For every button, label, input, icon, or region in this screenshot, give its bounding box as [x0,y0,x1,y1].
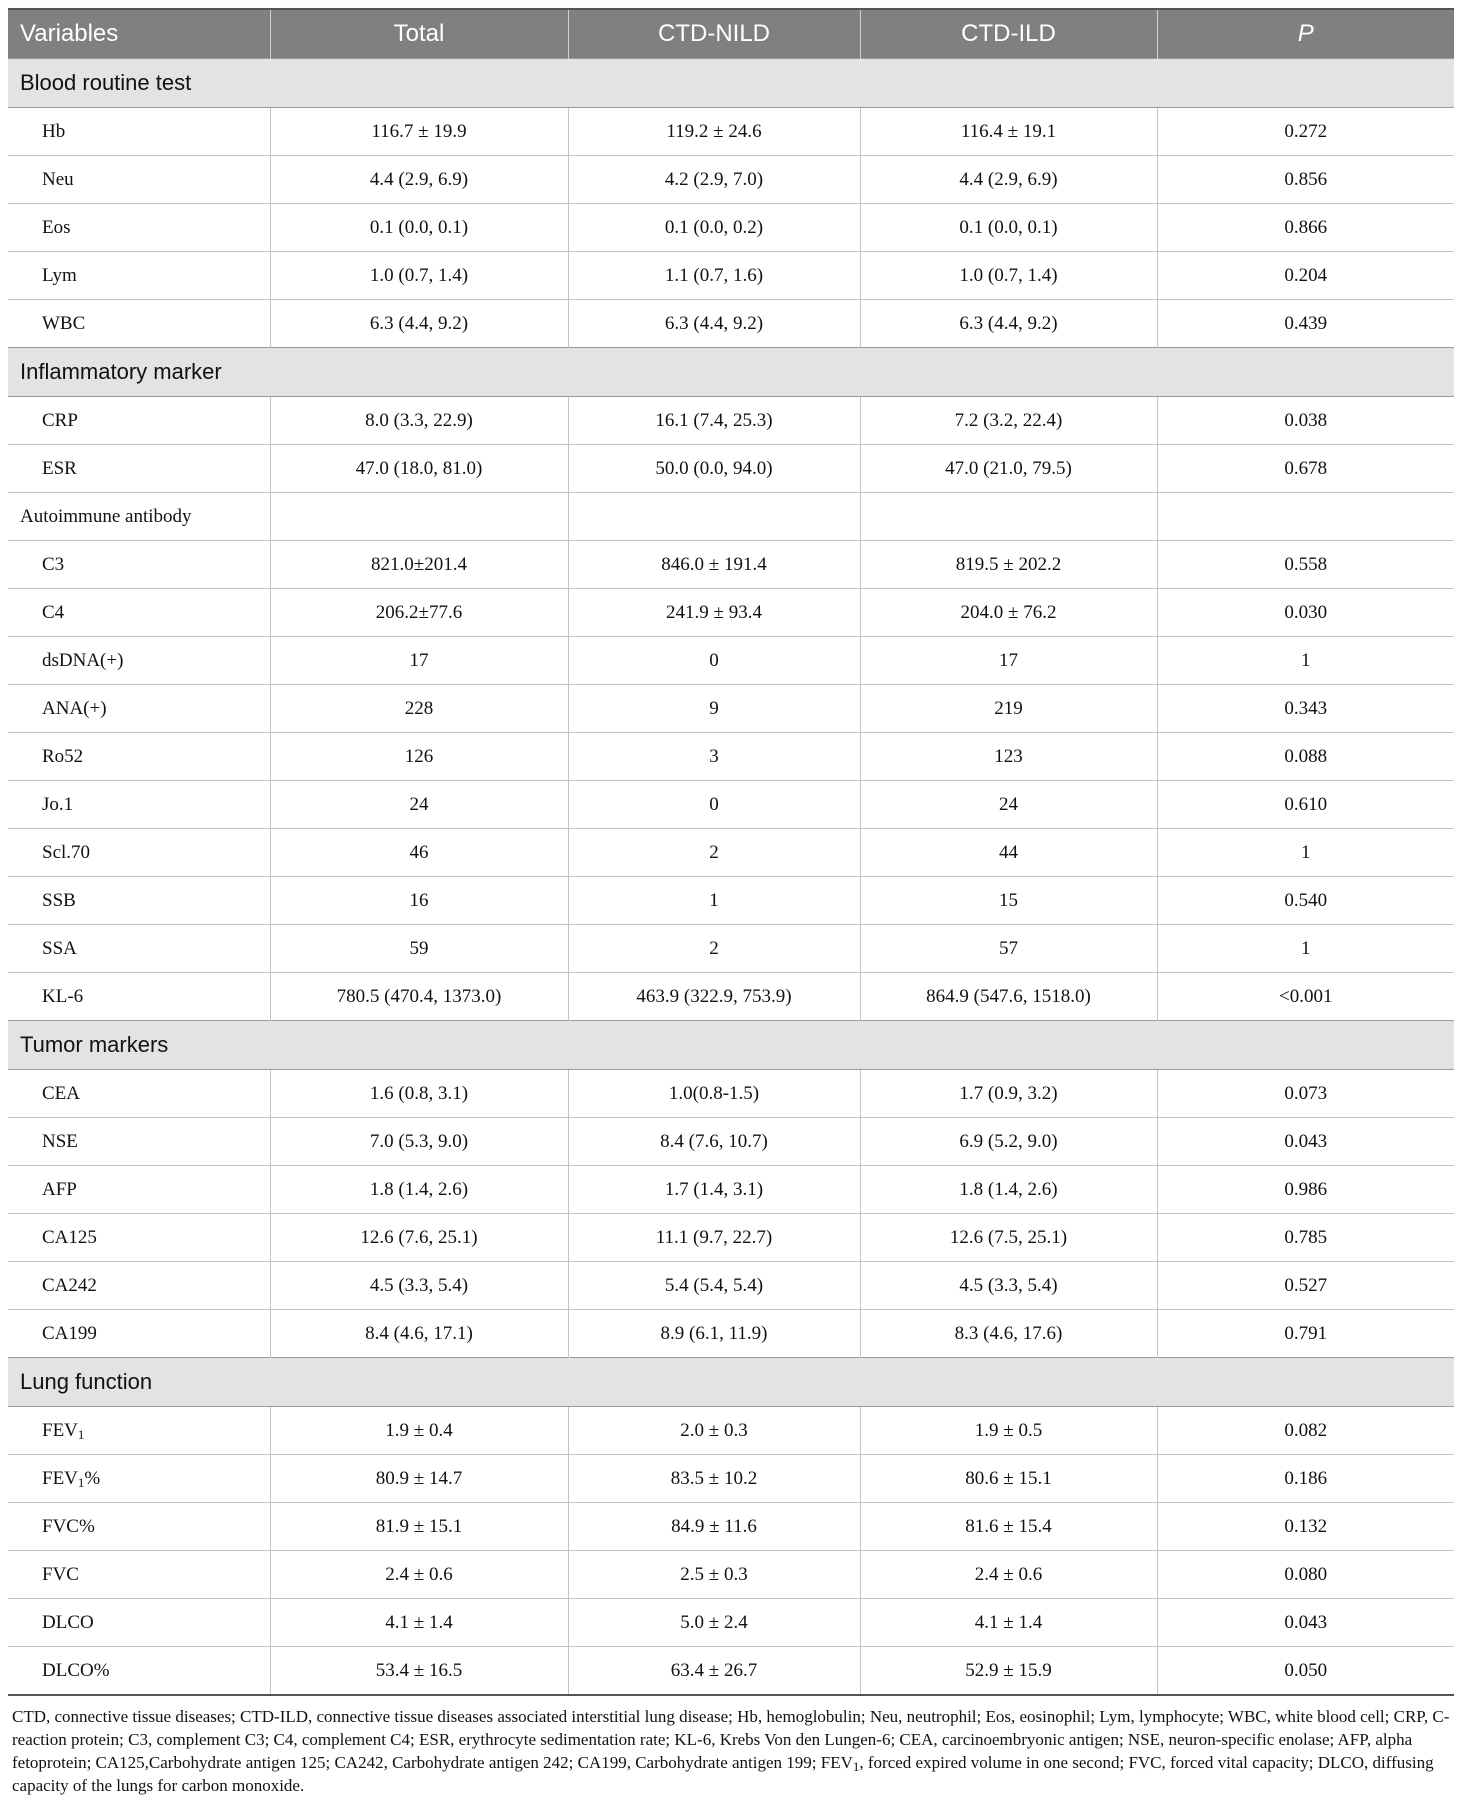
ctd-ild-cell: 81.6 ± 15.4 [860,1503,1157,1551]
section-title: Tumor markers [8,1021,1454,1070]
total-cell: 126 [270,733,568,781]
ctd-nild-cell: 83.5 ± 10.2 [568,1455,860,1503]
p-value-cell: 0.527 [1157,1262,1454,1310]
total-cell: 16 [270,877,568,925]
total-cell: 8.0 (3.3, 22.9) [270,397,568,445]
table-row [8,1166,1454,1214]
table-row [8,829,1454,877]
variable-name-base: FEV [42,1419,78,1441]
ctd-ild-cell: 1.9 ± 0.5 [860,1407,1157,1455]
p-value-cell: 0.558 [1157,541,1454,589]
total-cell: 8.4 (4.6, 17.1) [270,1310,568,1358]
p-value-cell: 0.080 [1157,1551,1454,1599]
total-cell: 2.4 ± 0.6 [270,1551,568,1599]
p-value-cell: 0.204 [1157,252,1454,300]
variable-name: Jo.1 [8,781,270,829]
ctd-nild-cell: 1 [568,877,860,925]
ctd-nild-cell: 63.4 ± 26.7 [568,1647,860,1696]
table-row [8,781,1454,829]
ctd-nild-cell: 3 [568,733,860,781]
ctd-ild-cell: 819.5 ± 202.2 [860,541,1157,589]
p-value-cell: 0.785 [1157,1214,1454,1262]
table-row [8,1455,1454,1503]
variable-name: CA199 [8,1310,270,1358]
section-title: Inflammatory marker [8,348,1454,397]
ctd-ild-cell: 6.9 (5.2, 9.0) [860,1118,1157,1166]
p-value-cell: 1 [1157,829,1454,877]
table-row [8,733,1454,781]
header-total: Total [270,9,568,59]
p-value-cell: 0.540 [1157,877,1454,925]
ctd-ild-cell: 116.4 ± 19.1 [860,108,1157,156]
header-p-value: P [1157,9,1454,59]
subsection-row [8,493,1454,541]
ctd-nild-cell: 5.4 (5.4, 5.4) [568,1262,860,1310]
p-value-cell: 0.678 [1157,445,1454,493]
ctd-nild-cell: 0.1 (0.0, 0.2) [568,204,860,252]
p-value-cell: 0.043 [1157,1118,1454,1166]
variable-name: CEA [8,1070,270,1118]
total-cell: 206.2±77.6 [270,589,568,637]
section-header-row [8,1358,1454,1407]
ctd-nild-cell: 846.0 ± 191.4 [568,541,860,589]
table-row [8,397,1454,445]
ctd-nild-cell: 0 [568,781,860,829]
ctd-ild-cell: 1.0 (0.7, 1.4) [860,252,1157,300]
p-value-cell: 1 [1157,925,1454,973]
ctd-nild-cell: 6.3 (4.4, 9.2) [568,300,860,348]
total-cell: 47.0 (18.0, 81.0) [270,445,568,493]
footnote-text-part1: CTD, connective tissue diseases; CTD-ILD, connective tissue diseases associated interstitial lung disease; Hb, hemoglobulin; Neu, neutrophil; Eos, eosinophil; Lym, lymphocyte; WBC, white blood cell; CRP, C-reaction protein; C3, complement C3; C4, complement C4; ESR, erythrocyte sedimentation rate; KL-6, Krebs Von den Lungen-6; CEA, carcinoembryonic antigen; NSE, neuron-specific enolase; AFP, alpha fetoprotein; CA125,Carbohydrate antigen 125; CA242, Carbohydrate antigen 242; CA199, Carbohydrate antigen 199; FEV [12,1707,1450,1772]
section-header-row [8,348,1454,397]
p-value-cell: 0.791 [1157,1310,1454,1358]
empty-cell [568,493,860,541]
data-table [8,8,1454,1696]
variable-name: FVC [8,1551,270,1599]
total-cell: 80.9 ± 14.7 [270,1455,568,1503]
ctd-ild-cell: 0.1 (0.0, 0.1) [860,204,1157,252]
total-cell: 12.6 (7.6, 25.1) [270,1214,568,1262]
total-cell: 46 [270,829,568,877]
table-row [8,1118,1454,1166]
table-row [8,1070,1454,1118]
total-cell: 1.6 (0.8, 3.1) [270,1070,568,1118]
ctd-nild-cell: 241.9 ± 93.4 [568,589,860,637]
ctd-ild-cell: 12.6 (7.5, 25.1) [860,1214,1157,1262]
p-value-cell: 0.088 [1157,733,1454,781]
table-row [8,1262,1454,1310]
variable-name: dsDNA(+) [8,637,270,685]
empty-cell [860,493,1157,541]
total-cell: 4.5 (3.3, 5.4) [270,1262,568,1310]
ctd-ild-cell: 52.9 ± 15.9 [860,1647,1157,1696]
ctd-ild-cell: 4.1 ± 1.4 [860,1599,1157,1647]
ctd-nild-cell: 84.9 ± 11.6 [568,1503,860,1551]
ctd-nild-cell: 0 [568,637,860,685]
ctd-nild-cell: 119.2 ± 24.6 [568,108,860,156]
variable-name: FVC% [8,1503,270,1551]
p-value-cell: 0.272 [1157,108,1454,156]
total-cell: 81.9 ± 15.1 [270,1503,568,1551]
ctd-ild-cell: 80.6 ± 15.1 [860,1455,1157,1503]
ctd-ild-cell: 864.9 (547.6, 1518.0) [860,973,1157,1021]
ctd-ild-cell: 24 [860,781,1157,829]
variable-name: DLCO% [8,1647,270,1696]
variable-name-subscript: 1 [77,1474,85,1490]
table-row [8,300,1454,348]
variable-name: SSA [8,925,270,973]
variable-name: Hb [8,108,270,156]
total-cell: 1.9 ± 0.4 [270,1407,568,1455]
ctd-ild-cell: 204.0 ± 76.2 [860,589,1157,637]
ctd-nild-cell: 9 [568,685,860,733]
ctd-nild-cell: 2.5 ± 0.3 [568,1551,860,1599]
ctd-nild-cell: 1.1 (0.7, 1.6) [568,252,860,300]
ctd-ild-cell: 2.4 ± 0.6 [860,1551,1157,1599]
table-row [8,156,1454,204]
ctd-ild-cell: 7.2 (3.2, 22.4) [860,397,1157,445]
table-row [8,1647,1454,1696]
p-value-cell: 0.343 [1157,685,1454,733]
total-cell: 228 [270,685,568,733]
ctd-nild-cell: 16.1 (7.4, 25.3) [568,397,860,445]
total-cell: 17 [270,637,568,685]
p-value-cell: 0.986 [1157,1166,1454,1214]
variable-name-subscript: 1 [77,1426,85,1442]
ctd-nild-cell: 11.1 (9.7, 22.7) [568,1214,860,1262]
ctd-ild-cell: 4.5 (3.3, 5.4) [860,1262,1157,1310]
total-cell: 116.7 ± 19.9 [270,108,568,156]
table-row [8,877,1454,925]
variable-name: ANA(+) [8,685,270,733]
ctd-nild-cell: 2 [568,925,860,973]
ctd-nild-cell: 2 [568,829,860,877]
ctd-ild-cell: 6.3 (4.4, 9.2) [860,300,1157,348]
table-row [8,1214,1454,1262]
variable-name: Scl.70 [8,829,270,877]
total-cell: 1.8 (1.4, 2.6) [270,1166,568,1214]
ctd-ild-cell: 1.8 (1.4, 2.6) [860,1166,1157,1214]
ctd-ild-cell: 15 [860,877,1157,925]
ctd-ild-cell: 8.3 (4.6, 17.6) [860,1310,1157,1358]
p-value-cell: 0.132 [1157,1503,1454,1551]
table-row [8,925,1454,973]
variable-name: Neu [8,156,270,204]
ctd-nild-cell: 50.0 (0.0, 94.0) [568,445,860,493]
table-row [8,204,1454,252]
table-row [8,108,1454,156]
total-cell: 1.0 (0.7, 1.4) [270,252,568,300]
ctd-ild-cell: 1.7 (0.9, 3.2) [860,1070,1157,1118]
variable-name: Eos [8,204,270,252]
section-header-row [8,1021,1454,1070]
ctd-nild-cell: 463.9 (322.9, 753.9) [568,973,860,1021]
table-row [8,973,1454,1021]
table-row [8,1599,1454,1647]
variable-name-base: FEV [42,1467,78,1489]
ctd-ild-cell: 47.0 (21.0, 79.5) [860,445,1157,493]
empty-cell [270,493,568,541]
table-row [8,541,1454,589]
p-value-cell: 0.610 [1157,781,1454,829]
total-cell: 0.1 (0.0, 0.1) [270,204,568,252]
footnote-subscript: 1 [852,1759,860,1774]
p-value-cell: 0.856 [1157,156,1454,204]
table-row [8,1310,1454,1358]
p-value-cell: 0.082 [1157,1407,1454,1455]
ctd-nild-cell: 2.0 ± 0.3 [568,1407,860,1455]
ctd-nild-cell: 8.4 (7.6, 10.7) [568,1118,860,1166]
p-value-cell: 0.439 [1157,300,1454,348]
table-row [8,1551,1454,1599]
header-ctd-nild: CTD-NILD [568,9,860,59]
ctd-nild-cell: 8.9 (6.1, 11.9) [568,1310,860,1358]
ctd-ild-cell: 123 [860,733,1157,781]
variable-name: WBC [8,300,270,348]
ctd-ild-cell: 44 [860,829,1157,877]
variable-name: Lym [8,252,270,300]
table-row [8,445,1454,493]
variable-name: C4 [8,589,270,637]
ctd-ild-cell: 17 [860,637,1157,685]
variable-name-suffix: % [84,1467,101,1489]
p-value-cell: 0.186 [1157,1455,1454,1503]
p-value-cell: 0.073 [1157,1070,1454,1118]
subsection-title: Autoimmune antibody [8,493,270,541]
ctd-nild-cell: 1.0(0.8-1.5) [568,1070,860,1118]
ctd-ild-cell: 4.4 (2.9, 6.9) [860,156,1157,204]
header-ctd-ild: CTD-ILD [860,9,1157,59]
variable-name: NSE [8,1118,270,1166]
section-header-row [8,59,1454,108]
total-cell: 780.5 (470.4, 1373.0) [270,973,568,1021]
variable-name [8,1455,270,1503]
total-cell: 59 [270,925,568,973]
p-value-cell: 0.050 [1157,1647,1454,1696]
total-cell: 53.4 ± 16.5 [270,1647,568,1696]
ctd-nild-cell: 4.2 (2.9, 7.0) [568,156,860,204]
total-cell: 6.3 (4.4, 9.2) [270,300,568,348]
p-value-cell: 0.043 [1157,1599,1454,1647]
total-cell: 7.0 (5.3, 9.0) [270,1118,568,1166]
ctd-nild-cell: 1.7 (1.4, 3.1) [568,1166,860,1214]
variable-name: SSB [8,877,270,925]
ctd-nild-cell: 5.0 ± 2.4 [568,1599,860,1647]
variable-name: KL-6 [8,973,270,1021]
variable-name: AFP [8,1166,270,1214]
variable-name: CA125 [8,1214,270,1262]
header-variables: Variables [8,9,270,59]
table-footnote [12,1705,1450,1797]
total-cell: 4.4 (2.9, 6.9) [270,156,568,204]
total-cell: 4.1 ± 1.4 [270,1599,568,1647]
total-cell: 24 [270,781,568,829]
p-value-cell: 0.030 [1157,589,1454,637]
document [8,8,1454,1797]
variable-name: Ro52 [8,733,270,781]
table-row [8,252,1454,300]
table-body [8,59,1454,1696]
variable-name [8,1407,270,1455]
table-row [8,637,1454,685]
p-value-cell: 0.866 [1157,204,1454,252]
variable-name: ESR [8,445,270,493]
footnote-text-part2: , forced expired volume in one second; FVC, forced vital capacity; DLCO, diffusing capacity of the lungs for carbon monoxide. [12,1753,1434,1795]
ctd-ild-cell: 219 [860,685,1157,733]
variable-name: CA242 [8,1262,270,1310]
variable-name: CRP [8,397,270,445]
variable-name: DLCO [8,1599,270,1647]
total-cell: 821.0±201.4 [270,541,568,589]
table-row [8,1407,1454,1455]
p-value-cell: 0.038 [1157,397,1454,445]
header-row [8,9,1454,59]
ctd-ild-cell: 57 [860,925,1157,973]
p-value-cell: 1 [1157,637,1454,685]
table-row [8,589,1454,637]
variable-name: C3 [8,541,270,589]
table-row [8,1503,1454,1551]
table-row [8,685,1454,733]
p-value-cell: <0.001 [1157,973,1454,1021]
section-title: Lung function [8,1358,1454,1407]
empty-cell [1157,493,1454,541]
section-title: Blood routine test [8,59,1454,108]
